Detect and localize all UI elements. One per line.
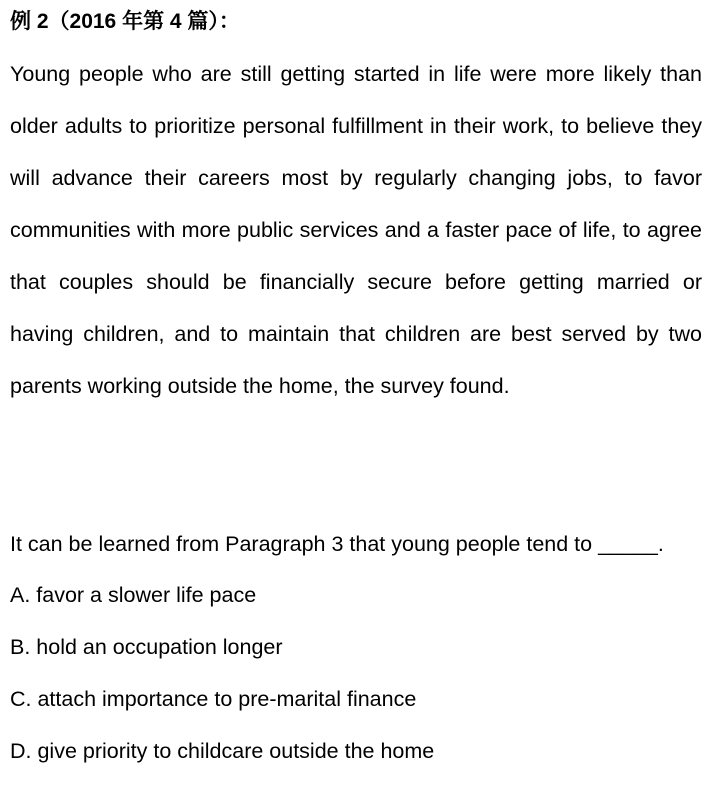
option-b: B. hold an occupation longer: [10, 635, 283, 659]
option-d: D. give priority to childcare outside the home: [10, 739, 435, 763]
answer-options: [10, 579, 434, 787]
question-stem: It can be learned from Paragraph 3 that young people tend to _____.: [10, 532, 664, 556]
example-heading: 例 2（2016 年第 4 篇）：: [10, 10, 240, 33]
option-c: C. attach importance to pre-marital finance: [10, 687, 417, 711]
option-a: A. favor a slower life pace: [10, 583, 257, 607]
passage-paragraph: Young people who are still getting started in life were more likely than older adults to prioritize personal fulfillment in their work, to believe they will advance their careers most by regularly changing jobs, to favor communities with more public services and a faster pace of life, to agree that couples should be financially secure before getting married or having children, and to maintain that children are best served by two parents working outside the home, the survey found.: [10, 62, 702, 398]
